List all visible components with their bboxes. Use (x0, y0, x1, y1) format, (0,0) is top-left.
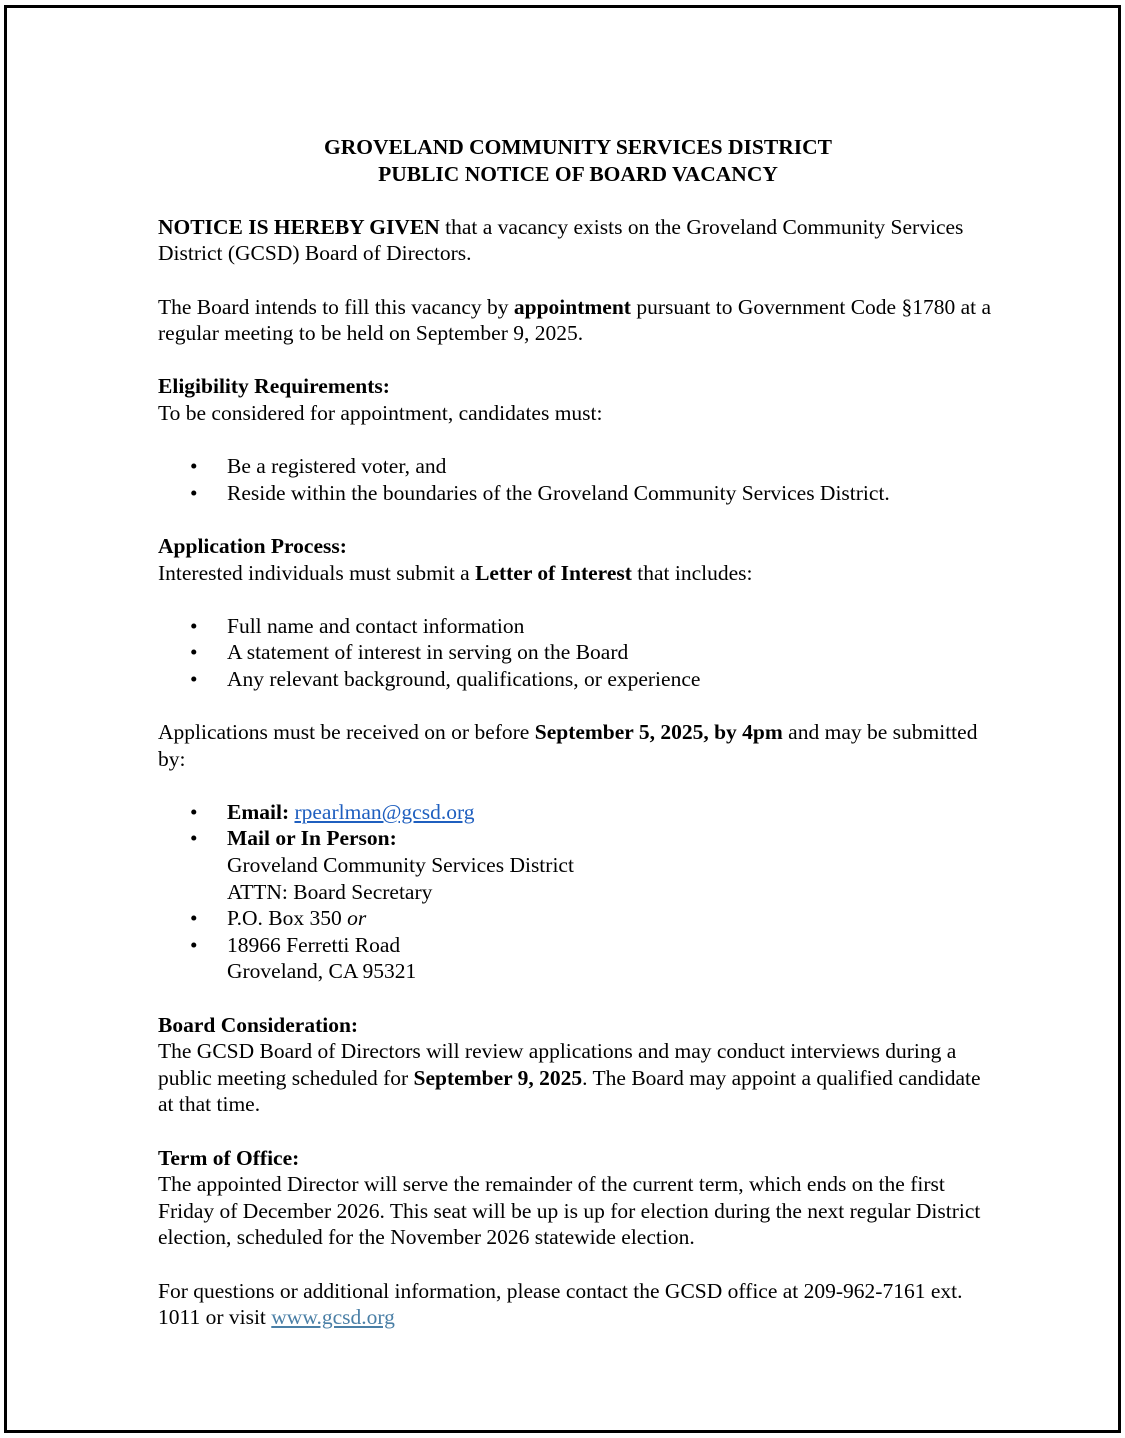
title-district: GROVELAND COMMUNITY SERVICES DISTRICT (324, 135, 832, 159)
application-text: Interested individuals must submit a Letter of Interest that includes: (158, 560, 753, 585)
appointment-text-pre: The Board intends to fill this vacancy by (158, 294, 514, 319)
submission-list (158, 799, 998, 985)
website-link[interactable]: www.gcsd.org (271, 1305, 395, 1330)
notice-body (158, 134, 998, 1331)
application-heading: Application Process: (158, 533, 347, 558)
eligibility-heading: Eligibility Requirements: (158, 374, 390, 399)
list-item-po-box: • P.O. Box 350 or (190, 906, 367, 931)
eligibility-text: To be considered for appointment, candidates must: (158, 400, 603, 425)
appointment-paragraph (158, 294, 998, 347)
intro-bold: NOTICE IS HEREBY GIVEN (158, 214, 440, 239)
intro-text: that a vacancy exists on the Groveland Community Services District (GCSD) Board of Directors. (158, 214, 964, 266)
intro-paragraph (158, 214, 998, 267)
term-text: The appointed Director will serve the remainder of the current term, which ends on the first Friday of December 2026. This seat will be up is up for election during the next regular District election, scheduled for the November 2026 statewide election. (158, 1172, 981, 1250)
list-item: • Any relevant background, qualifications, or experience (190, 666, 701, 691)
title-notice: PUBLIC NOTICE OF BOARD VACANCY (378, 161, 778, 186)
deadline-paragraph: Applications must be received on or before September 5, 2025, by 4pm and may be submitted by: (158, 720, 978, 771)
appointment-text-post: pursuant to Government Code §1780 at a regular meeting to be held on September 9, 2025. (158, 294, 992, 346)
term-heading: Term of Office: (158, 1145, 300, 1170)
eligibility-list (158, 453, 998, 506)
list-item-mail: • Mail or In Person: Groveland Community Services District ATTN: Board Secretary (190, 826, 574, 904)
consideration-heading: Board Consideration: (158, 1012, 359, 1037)
list-item-email: • Email: rpearlman@gcsd.org (190, 799, 475, 824)
document-page (4, 5, 1121, 1433)
application-list (158, 613, 998, 693)
list-item: • A statement of interest in serving on the Board (190, 640, 629, 665)
list-item: • Be a registered voter, and (190, 454, 447, 479)
list-item: • Full name and contact information (190, 613, 525, 638)
list-item-street: • 18966 Ferretti Road Groveland, CA 95321 (190, 932, 417, 984)
email-link[interactable]: rpearlman@gcsd.org (294, 799, 475, 824)
consideration-text: The GCSD Board of Directors will review applications and may conduct interviews during a public meeting scheduled for September 9, 2025. The Board may appoint a qualified candidate at that time. (158, 1039, 981, 1117)
contact-paragraph: For questions or additional information, please contact the GCSD office at 209-962-7161 ext. 1011 or visit www.gcsd.org (158, 1278, 963, 1330)
list-item: • Reside within the boundaries of the Groveland Community Services District. (190, 480, 890, 505)
appointment-bold: appointment (513, 294, 631, 319)
